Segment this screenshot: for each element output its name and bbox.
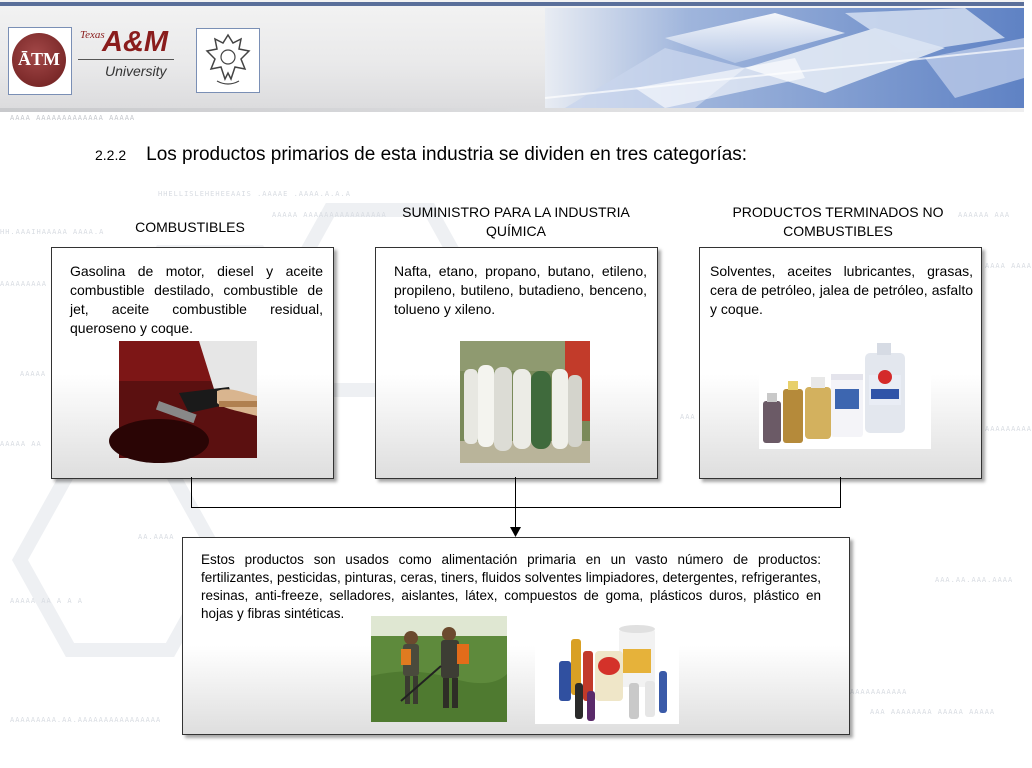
category-box-no-combustibles <box>699 247 982 479</box>
atm-seal-logo <box>8 27 72 95</box>
logo-texas-text: Texas <box>80 29 105 41</box>
category-title-no-combustibles: PRODUCTOS TERMINADOS NO COMBUSTIBLES <box>732 204 944 239</box>
header-banner-art <box>545 8 1024 108</box>
chemical-bottles-photo <box>759 341 931 449</box>
category-text-quimica: Nafta, etano, propano, butano, etileno, propileno, butileno, butadieno, benceno, tolueno y xileno. <box>394 263 647 317</box>
header-sub-strip: AAAA AAAAAAAAAAAAA AAAAA <box>10 114 136 122</box>
connector-horizontal <box>191 507 841 508</box>
logo-divider <box>78 59 174 60</box>
logo-am-text: A&M <box>102 26 169 58</box>
summary-box <box>182 537 850 735</box>
atm-seal-letters: ĀTM <box>18 49 60 69</box>
household-products-photo <box>535 621 679 724</box>
header-bottom-rule <box>0 108 1024 112</box>
texas-am-university-logo <box>78 26 178 86</box>
header-top-bar <box>0 2 1024 6</box>
connector-left <box>191 477 192 508</box>
eagle-crest-icon <box>197 29 259 92</box>
category-title-combustibles: COMBUSTIBLES <box>135 219 245 235</box>
category-box-quimica <box>375 247 658 479</box>
atm-seal-icon <box>12 33 66 87</box>
slide-header <box>0 0 1024 108</box>
category-text-no-combustibles: Solventes, aceites lubricantes, grasas, cera de petróleo, jalea de petróleo, asfalto y coque. <box>710 263 973 317</box>
fuel-nozzle-photo <box>119 341 257 458</box>
category-title-quimica: SUMINISTRO PARA LA INDUSTRIA QUÍMICA <box>402 204 630 239</box>
background-watermark: HHELLISLEHEHEEAAIS .AAAAE .AAAA.A.A.A AAAAA AAAAAAAAAAAAAAAA HH.AAAIHAAAAA AAAA.A AAAAAAAAA AAAAA AAAAA AA AAAAAA AAA AAAA AAAA AAAAAAAAA AA.AAAA AAAAA AA A A A AAA.AA.AAA.AAAA AAAAAAAAAAA AAAAAAAAA.AA.AAAAAAAAAAAAAAAA AAA AAAAAAAA AAAAA AAAAA AAA <box>0 190 1032 724</box>
logo-university-text: University <box>105 63 167 79</box>
pesticide-spraying-photo <box>371 616 507 722</box>
category-text-combustibles: Gasolina de motor, diesel y aceite combustible destilado, combustible de jet, aceite combustible residual, queroseno y coque. <box>70 263 323 336</box>
summary-text: Estos productos son usados como alimentación primaria en un vasto número de productos: fertilizantes, pesticidas, pinturas, ceras, tiners, fluidos solventes limpiadores, detergentes, refrigerantes, resinas, anti-freeze, selladores, aislantes, látex, compuestos de goma, plásticos duros, plástico en hojas y fibras sintéticas. <box>201 552 821 621</box>
gas-cylinders-photo <box>460 341 590 463</box>
eagle-crest-logo <box>196 28 260 93</box>
arrow-down-icon <box>510 527 521 537</box>
category-box-combustibles <box>51 247 334 479</box>
section-heading <box>95 144 747 166</box>
section-number: 2.2.2 <box>95 147 127 163</box>
section-title: Los productos primarios de esta industria se dividen en tres categorías: <box>146 144 748 165</box>
connector-right <box>840 477 841 508</box>
connector-center <box>515 477 516 530</box>
